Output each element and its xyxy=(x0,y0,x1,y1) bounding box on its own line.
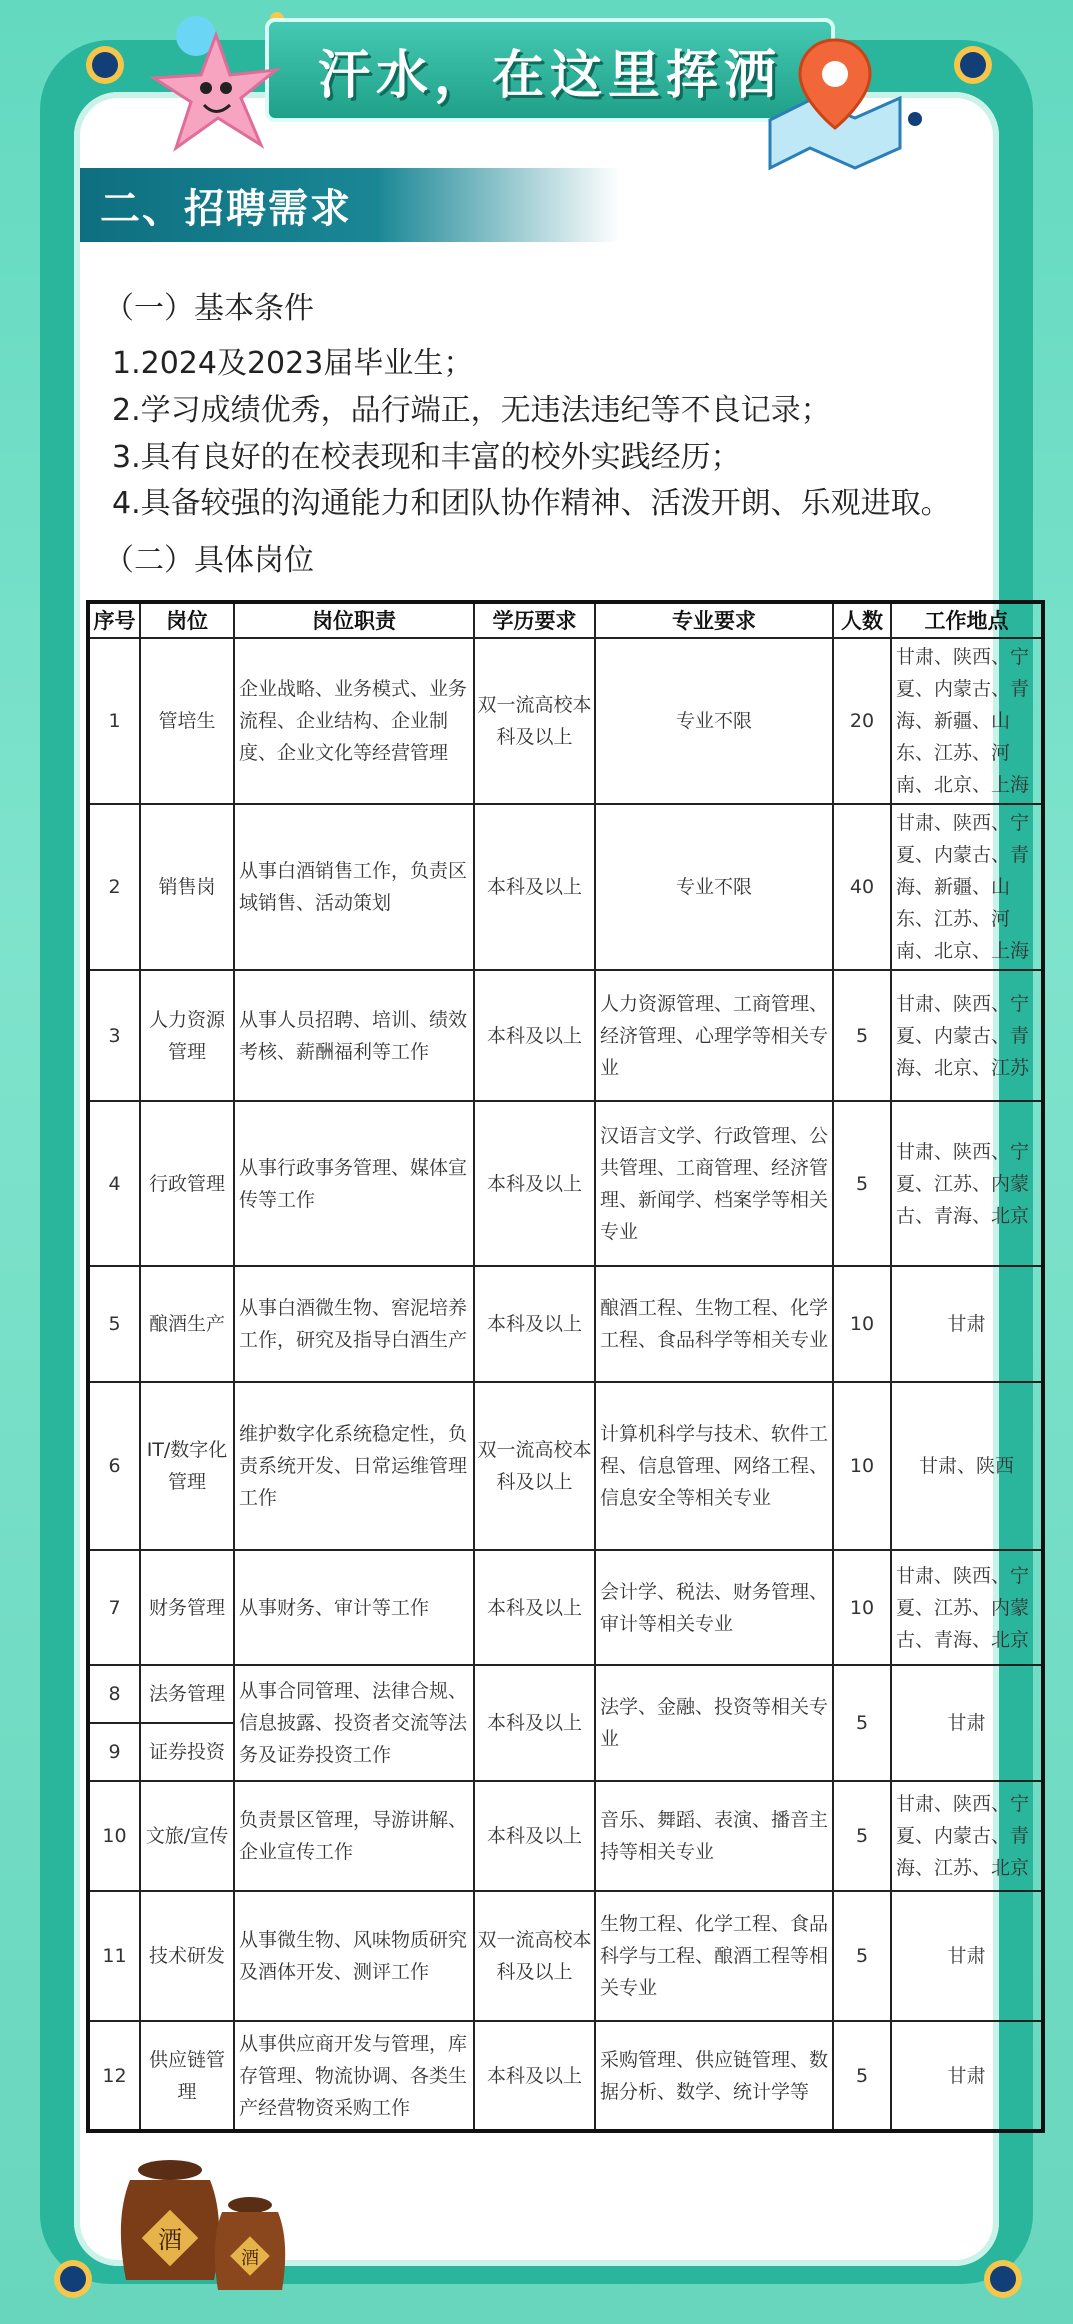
headcount: 5 xyxy=(833,1665,891,1781)
major-req: 会计学、税法、财务管理、审计等相关专业 xyxy=(595,1550,833,1665)
education-req: 双一流高校本科及以上 xyxy=(474,1382,595,1550)
post-name: 财务管理 xyxy=(140,1550,234,1665)
table-row xyxy=(88,1266,1043,1382)
column-header: 专业要求 xyxy=(595,602,833,638)
column-header: 人数 xyxy=(833,602,891,638)
major-req: 人力资源管理、工商管理、经济管理、心理学等相关专业 xyxy=(595,970,833,1101)
row-number: 9 xyxy=(88,1723,140,1781)
star-mascot-icon xyxy=(146,30,296,160)
decor-circle xyxy=(908,112,922,126)
work-location: 甘肃、陕西、宁夏、内蒙古、青海、北京、江苏 xyxy=(891,970,1043,1101)
headcount: 10 xyxy=(833,1266,891,1382)
frame-rivet xyxy=(960,52,986,78)
work-location: 甘肃、陕西、宁夏、江苏、内蒙古、青海、北京 xyxy=(891,1550,1043,1665)
row-number: 2 xyxy=(88,804,140,970)
section-title-bar xyxy=(80,168,620,242)
major-req: 汉语言文学、行政管理、公共管理、工商管理、经济管理、新闻学、档案学等相关专业 xyxy=(595,1101,833,1266)
work-location: 甘肃 xyxy=(891,1266,1043,1382)
education-req: 本科及以上 xyxy=(474,1101,595,1266)
post-duty: 从事合同管理、法律合规、信息披露、投资者交流等法务及证券投资工作 xyxy=(234,1665,474,1781)
column-header: 学历要求 xyxy=(474,602,595,638)
education-req: 本科及以上 xyxy=(474,1550,595,1665)
post-duty: 从事白酒微生物、窖泥培养工作，研究及指导白酒生产 xyxy=(234,1266,474,1382)
row-number: 1 xyxy=(88,638,140,804)
table-row xyxy=(88,804,1043,970)
headcount: 20 xyxy=(833,638,891,804)
major-req: 生物工程、化学工程、食品科学与工程、酿酒工程等相关专业 xyxy=(595,1891,833,2021)
major-req: 音乐、舞蹈、表演、播音主持等相关专业 xyxy=(595,1781,833,1891)
requirement-item: 4.具备较强的沟通能力和团队协作精神、活泼开朗、乐观进取。 xyxy=(112,486,951,521)
headcount: 5 xyxy=(833,1101,891,1266)
post-duty: 从事财务、审计等工作 xyxy=(234,1550,474,1665)
post-duty: 从事供应商开发与管理，库存管理、物流协调、各类生产经营物资采购工作 xyxy=(234,2021,474,2131)
requirement-item: 3.具有良好的在校表现和丰富的校外实践经历； xyxy=(112,440,741,475)
post-name: 证券投资 xyxy=(140,1723,234,1781)
work-location: 甘肃 xyxy=(891,1665,1043,1781)
education-req: 本科及以上 xyxy=(474,1781,595,1891)
post-name: 销售岗 xyxy=(140,804,234,970)
headcount: 10 xyxy=(833,1382,891,1550)
column-header: 岗位职责 xyxy=(234,602,474,638)
row-number: 10 xyxy=(88,1781,140,1891)
education-req: 双一流高校本科及以上 xyxy=(474,638,595,804)
table-row xyxy=(88,1665,1043,1723)
liquor-jars-icon xyxy=(100,2150,300,2300)
work-location: 甘肃 xyxy=(891,2021,1043,2131)
table-header-row xyxy=(88,602,1043,638)
post-duty: 负责景区管理，导游讲解、企业宣传工作 xyxy=(234,1781,474,1891)
frame-rivet xyxy=(990,2266,1016,2292)
education-req: 本科及以上 xyxy=(474,1266,595,1382)
post-duty: 维护数字化系统稳定性，负责系统开发、日常运维管理工作 xyxy=(234,1382,474,1550)
row-number: 7 xyxy=(88,1550,140,1665)
major-req: 专业不限 xyxy=(595,638,833,804)
post-name: 文旅/宣传 xyxy=(140,1781,234,1891)
table-row xyxy=(88,1382,1043,1550)
education-req: 本科及以上 xyxy=(474,1665,595,1781)
row-number: 11 xyxy=(88,1891,140,2021)
jar-label: 酒 xyxy=(241,2248,259,2269)
headcount: 5 xyxy=(833,2021,891,2131)
post-duty: 从事人员招聘、培训、绩效考核、薪酬福利等工作 xyxy=(234,970,474,1101)
post-name: 管培生 xyxy=(140,638,234,804)
post-duty: 从事行政事务管理、媒体宣传等工作 xyxy=(234,1101,474,1266)
basic-conditions-heading: （一）基本条件 xyxy=(104,291,314,326)
table-row xyxy=(88,970,1043,1101)
post-name: 供应链管理 xyxy=(140,2021,234,2131)
table-row xyxy=(88,1101,1043,1266)
post-name: 法务管理 xyxy=(140,1665,234,1723)
table-row xyxy=(88,638,1043,804)
post-duty: 从事白酒销售工作，负责区域销售、活动策划 xyxy=(234,804,474,970)
headcount: 5 xyxy=(833,1781,891,1891)
education-req: 本科及以上 xyxy=(474,804,595,970)
map-pin-icon xyxy=(760,30,910,170)
requirement-item: 2.学习成绩优秀，品行端正，无违法违纪等不良记录； xyxy=(112,393,831,428)
frame-rivet xyxy=(60,2266,86,2292)
post-name: 技术研发 xyxy=(140,1891,234,2021)
major-req: 酿酒工程、生物工程、化学工程、食品科学等相关专业 xyxy=(595,1266,833,1382)
post-name: 行政管理 xyxy=(140,1101,234,1266)
education-req: 双一流高校本科及以上 xyxy=(474,1891,595,2021)
jar-label: 酒 xyxy=(158,2226,182,2254)
row-number: 6 xyxy=(88,1382,140,1550)
work-location: 甘肃、陕西 xyxy=(891,1382,1043,1550)
positions-heading: （二）具体岗位 xyxy=(104,543,314,578)
table-row xyxy=(88,2021,1043,2131)
column-header: 岗位 xyxy=(140,602,234,638)
work-location: 甘肃 xyxy=(891,1891,1043,2021)
positions-table-wrap xyxy=(86,600,1030,2133)
education-req: 本科及以上 xyxy=(474,970,595,1101)
row-number: 12 xyxy=(88,2021,140,2131)
major-req: 专业不限 xyxy=(595,804,833,970)
header-title: 汗水，在这里挥洒 xyxy=(317,45,782,106)
post-duty: 企业战略、业务模式、业务流程、企业结构、企业制度、企业文化等经营管理 xyxy=(234,638,474,804)
work-location: 甘肃、陕西、宁夏、内蒙古、青海、新疆、山东、江苏、河南、北京、上海 xyxy=(891,638,1043,804)
frame-rivet xyxy=(92,52,118,78)
major-req: 采购管理、供应链管理、数据分析、数学、统计学等 xyxy=(595,2021,833,2131)
row-number: 5 xyxy=(88,1266,140,1382)
headcount: 40 xyxy=(833,804,891,970)
row-number: 8 xyxy=(88,1665,140,1723)
major-req: 计算机科学与技术、软件工程、信息管理、网络工程、信息安全等相关专业 xyxy=(595,1382,833,1550)
row-number: 4 xyxy=(88,1101,140,1266)
headcount: 5 xyxy=(833,1891,891,2021)
work-location: 甘肃、陕西、宁夏、内蒙古、青海、江苏、北京 xyxy=(891,1781,1043,1891)
post-name: 人力资源管理 xyxy=(140,970,234,1101)
headcount: 5 xyxy=(833,970,891,1101)
work-location: 甘肃、陕西、宁夏、内蒙古、青海、新疆、山东、江苏、河南、北京、上海 xyxy=(891,804,1043,970)
column-header: 工作地点 xyxy=(891,602,1043,638)
header-banner xyxy=(265,18,835,122)
positions-table xyxy=(86,600,1045,2133)
work-location: 甘肃、陕西、宁夏、江苏、内蒙古、青海、北京 xyxy=(891,1101,1043,1266)
section-title: 二、招聘需求 xyxy=(100,185,352,232)
education-req: 本科及以上 xyxy=(474,2021,595,2131)
post-duty: 从事微生物、风味物质研究及酒体开发、测评工作 xyxy=(234,1891,474,2021)
table-row xyxy=(88,1891,1043,2021)
post-name: 酿酒生产 xyxy=(140,1266,234,1382)
headcount: 10 xyxy=(833,1550,891,1665)
column-header: 序号 xyxy=(88,602,140,638)
table-row xyxy=(88,1781,1043,1891)
row-number: 3 xyxy=(88,970,140,1101)
requirement-item: 1.2024及2023届毕业生； xyxy=(112,346,474,381)
major-req: 法学、金融、投资等相关专业 xyxy=(595,1665,833,1781)
post-name: IT/数字化管理 xyxy=(140,1382,234,1550)
table-row xyxy=(88,1550,1043,1665)
